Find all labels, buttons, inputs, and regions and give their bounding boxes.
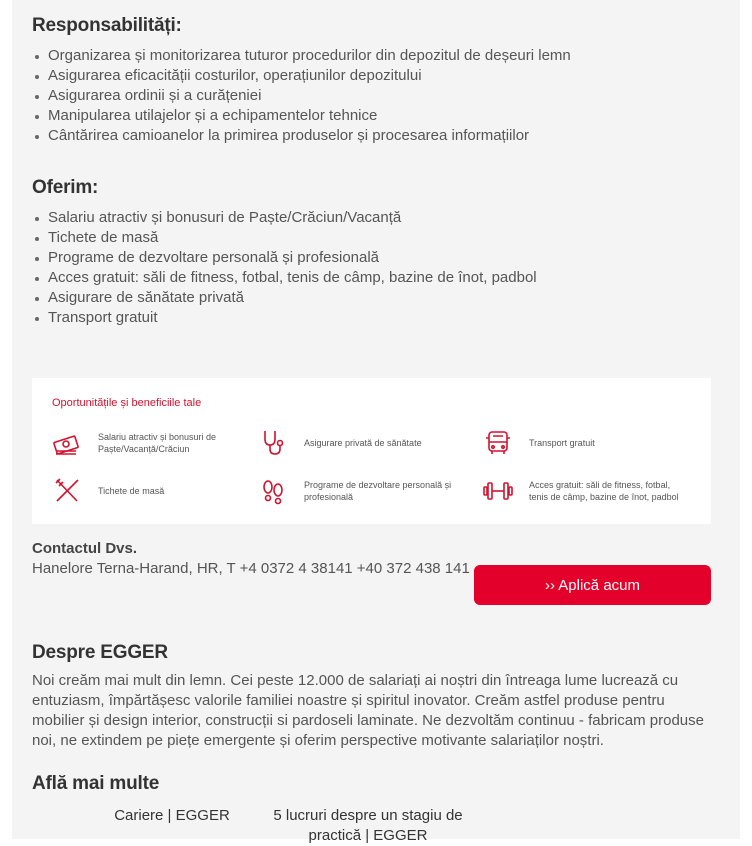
list-item: Manipularea utilajelor și a echipamentelor tehnice: [32, 106, 712, 126]
benefit-label: Programe de dezvoltare personală și profesională: [304, 480, 452, 502]
link-internship[interactable]: 5 lucruri despre un stagiu de practică | EGGER: [273, 807, 463, 844]
list-item: Asigurare de sănătate privată: [32, 288, 712, 308]
benefit-fitness: [483, 476, 683, 506]
offer-list: [32, 208, 712, 328]
benefit-label: Acces gratuit: săli de fitness, fotbal, tenis de câmp, bazine de înot, padbol: [529, 480, 679, 502]
responsibilities-title: Responsabilități:: [32, 15, 182, 36]
offer-title: Oferim:: [32, 177, 99, 198]
benefit-label: Tichete de masă: [98, 486, 165, 496]
benefit-transport: [483, 428, 683, 458]
bus-icon: [483, 428, 513, 458]
about-text: Noi creăm mai mult din lemn. Cei peste 12.000 de salariați ai noștri din întreaga lume lucrează cu entuziasm, împărtășesc valorile familiei noastre și spiritul inovator. Creăm astfel produse pentru mobilier și design interior, construcții si pardoseli laminate. Ne dezvoltăm continuu - fabricam produse noi, ne extindem pe piețe emergente și oferim perspective motivante salariaților noștri.: [32, 672, 704, 749]
benefit-meal: [52, 476, 252, 506]
link-careers[interactable]: Cariere | EGGER: [114, 807, 230, 824]
list-item: Cântărirea camioanelor la primirea produselor și procesarea informațiilor: [32, 126, 712, 146]
list-item: Asigurarea eficacității costurilor, operațiunilor depozitului: [32, 66, 712, 86]
benefit-development: [258, 476, 458, 506]
learn-more-title: Află mai multe: [32, 773, 160, 794]
money-icon: [52, 428, 82, 458]
responsibilities-list: [32, 46, 712, 146]
apply-now-button[interactable]: ›› Aplică acum: [474, 565, 711, 605]
benefits-title: Oportunitățile și beneficiile tale: [52, 397, 202, 409]
list-item: Acces gratuit: săli de fitness, fotbal, tenis de câmp, bazine de înot, padbol: [32, 268, 712, 288]
contact-title: Contactul Dvs.: [32, 540, 138, 557]
list-item: Organizarea și monitorizarea tuturor procedurilor din depozitul de deșeuri lemn: [32, 46, 712, 66]
footsteps-icon: [258, 476, 288, 506]
page-background: [12, 0, 740, 844]
benefit-salary: [52, 428, 252, 458]
list-item: Asigurarea ordinii și a curățeniei: [32, 86, 712, 106]
benefits-box: [32, 378, 711, 524]
about-title: Despre EGGER: [32, 642, 168, 663]
list-item: Salariu atractiv și bonusuri de Paște/Crăciun/Vacanță: [32, 208, 712, 228]
benefit-label: Salariu atractiv și bonusuri de Paște/Vacanță/Crăciun: [98, 432, 217, 454]
dumbbell-icon: [483, 476, 513, 506]
list-item: Transport gratuit: [32, 308, 712, 328]
list-item: Tichete de masă: [32, 228, 712, 248]
benefit-health: [258, 428, 458, 458]
list-item: Programe de dezvoltare personală și profesională: [32, 248, 712, 268]
cutlery-icon: [52, 476, 82, 506]
benefit-label: Asigurare privată de sănătate: [304, 438, 422, 448]
stethoscope-icon: [258, 428, 288, 458]
benefit-label: Transport gratuit: [529, 438, 595, 448]
contact-details: Hanelore Terna-Harand, HR, T +4 0372 4 38141 +40 372 438 141: [32, 560, 470, 577]
